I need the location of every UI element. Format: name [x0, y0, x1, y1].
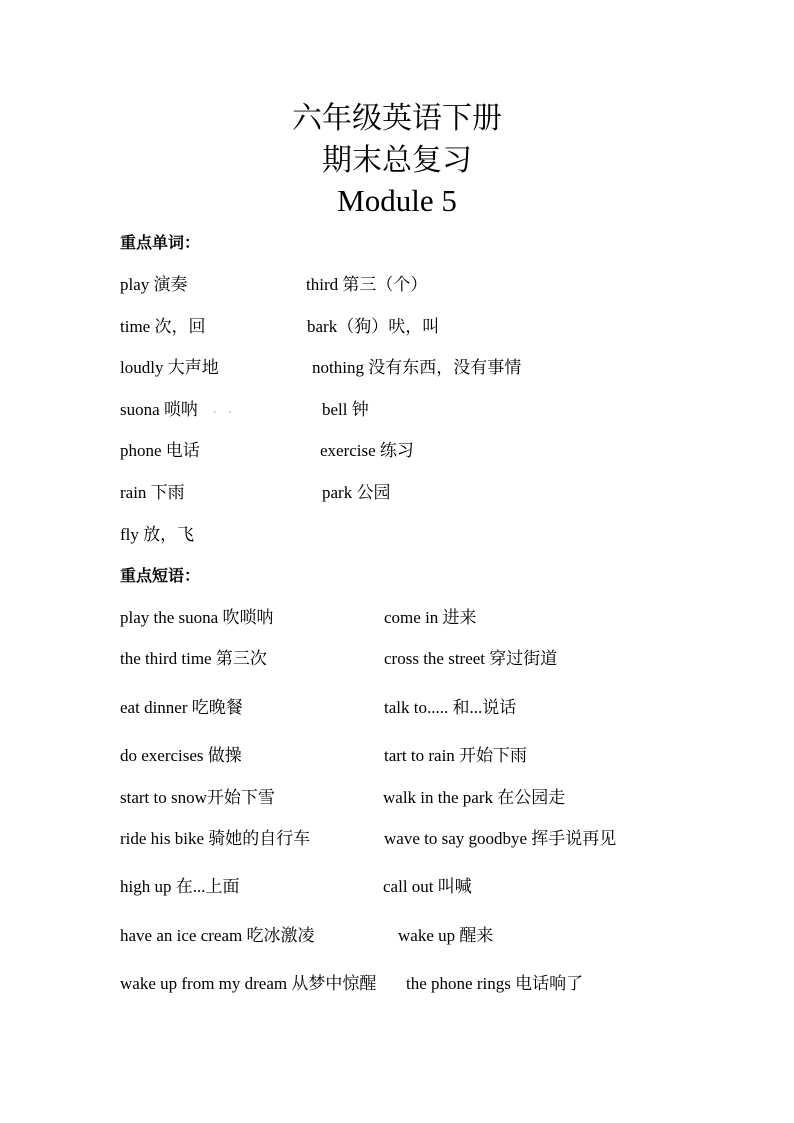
- word-item: loudly 大声地: [120, 358, 219, 377]
- word-item: phone 电话: [120, 441, 200, 460]
- phrase-item: tart to rain 开始下雨: [384, 746, 528, 765]
- word-item: third 第三（个）: [306, 275, 428, 294]
- word-item: time 次，回: [120, 317, 206, 336]
- word-item: fly 放，飞: [120, 525, 195, 544]
- phrase-item: wave to say goodbye 挥手说再见: [384, 829, 617, 848]
- phrase-item: cross the street 穿过街道: [384, 649, 558, 668]
- phrase-item: have an ice cream 吃冰激凌: [120, 926, 315, 945]
- phrase-item: the third time 第三次: [120, 649, 267, 668]
- words-heading: 重点单词：: [120, 233, 201, 252]
- phrase-item: wake up from my dream 从梦中惊醒: [120, 974, 377, 993]
- word-item: park 公园: [322, 483, 391, 502]
- word-item: rain 下雨: [120, 483, 185, 502]
- phrase-item: wake up 醒来: [398, 926, 494, 945]
- word-item: bark（狗）吠，叫: [307, 317, 440, 336]
- word-item: exercise 练习: [320, 441, 414, 460]
- word-item: play 演奏: [120, 275, 188, 294]
- doc-title: 六年级英语下册: [292, 101, 502, 136]
- word-item: bell 钟: [322, 400, 369, 419]
- doc-subtitle: 期末总复习: [322, 143, 472, 178]
- word-item: nothing 没有东西，没有事情: [312, 358, 522, 377]
- phrases-heading: 重点短语：: [120, 566, 201, 585]
- phrase-item: play the suona 吹唢呐: [120, 608, 274, 627]
- phrase-item: high up 在...上面: [120, 877, 240, 896]
- decorative-dots: ..: [213, 402, 244, 417]
- phrase-item: start to snow开始下雪: [120, 788, 275, 807]
- phrase-item: do exercises 做操: [120, 746, 242, 765]
- phrase-item: ride his bike 骑她的自行车: [120, 829, 311, 848]
- phrase-item: eat dinner 吃晚餐: [120, 698, 243, 717]
- phrase-item: walk in the park 在公园走: [383, 788, 566, 807]
- phrase-item: come in 进来: [384, 608, 477, 627]
- phrase-item: talk to..... 和...说话: [384, 698, 517, 717]
- phrase-item: the phone rings 电话响了: [406, 974, 584, 993]
- module-title: Module 5: [337, 183, 457, 218]
- word-item: suona 唢呐: [120, 400, 198, 419]
- phrase-item: call out 叫喊: [383, 877, 472, 896]
